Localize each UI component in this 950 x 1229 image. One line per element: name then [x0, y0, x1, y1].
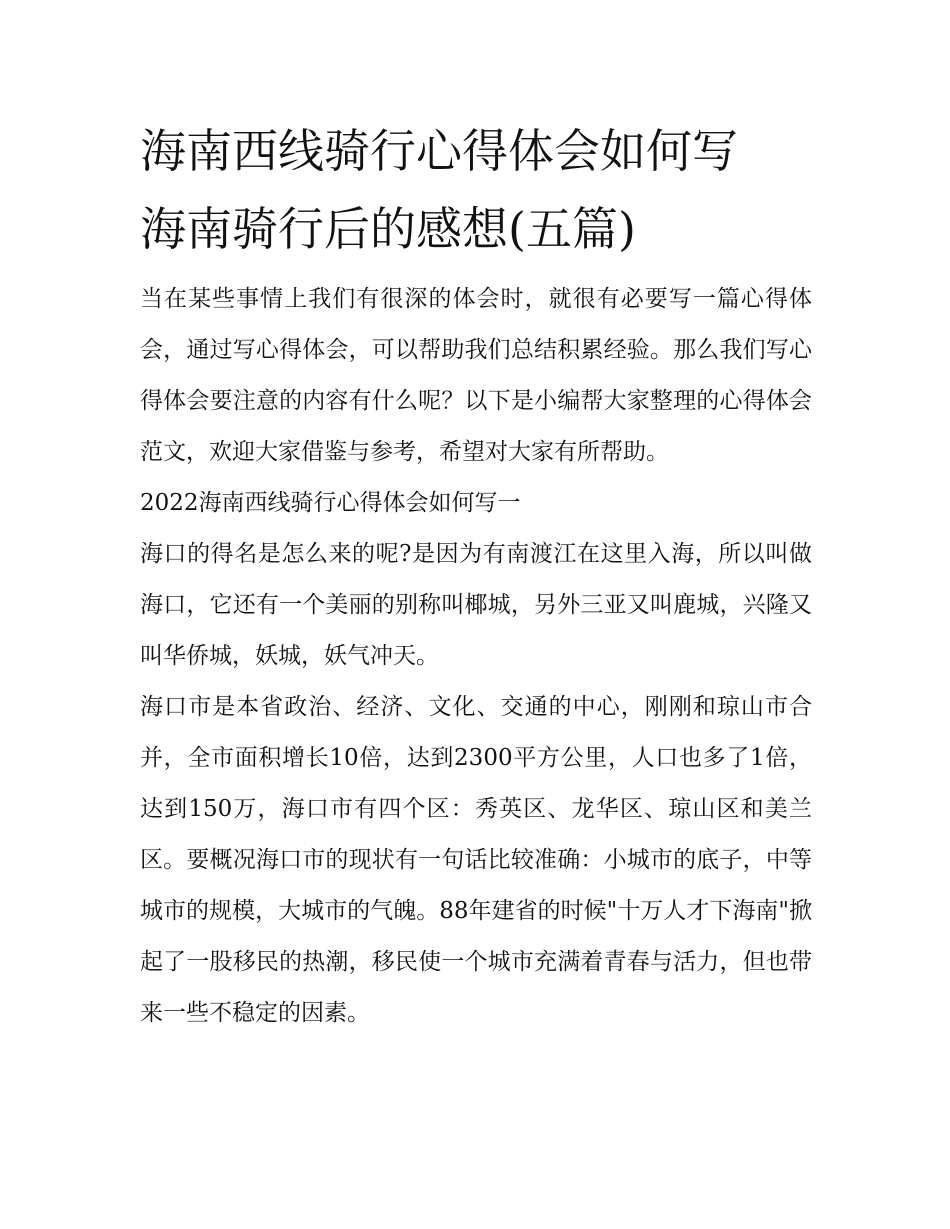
document-page — [140, 0, 815, 1229]
body-paragraph-1: 海口的得名是怎么来的呢?是因为有南渡江在这里入海，所以叫做海口，它还有一个美丽的别称叫椰城，另外三亚又叫鹿城，兴隆又叫华侨城，妖城，妖气冲天。 — [140, 541, 812, 669]
section-heading: 2022海南西线骑行心得体会如何写一 — [140, 490, 521, 516]
intro-paragraph: 当在某些事情上我们有很深的体会时，就很有必要写一篇心得体会，通过写心得体会，可以帮助我们总结积累经验。那么我们写心得体会要注意的内容有什么呢？以下是小编帮大家整理的心得体会范文，欢迎大家借鉴与参考，希望对大家有所帮助。 — [140, 286, 812, 465]
body-paragraph-2: 海口市是本省政治、经济、文化、交通的中心，刚刚和琼山市合并，全市面积增长10倍，达到2300平方公里，人口也多了1倍，达到150万，海口市有四个区：秀英区、龙华区、琼山区和美兰区。要概况海口市的现状有一句话比较准确：小城市的底子，中等城市的规模，大城市的气魄。88年建省的时候"十万人才下海南"掀起了一股移民的热潮，移民使一个城市充满着青春与活力，但也带来一些不稳定的因素。 — [140, 694, 812, 1026]
title-line-1: 海南西线骑行心得体会如何写 — [140, 124, 738, 178]
document-title — [140, 112, 815, 268]
title-line-2: 海南骑行后的感想(五篇) — [140, 202, 636, 256]
document-body — [140, 274, 812, 1039]
